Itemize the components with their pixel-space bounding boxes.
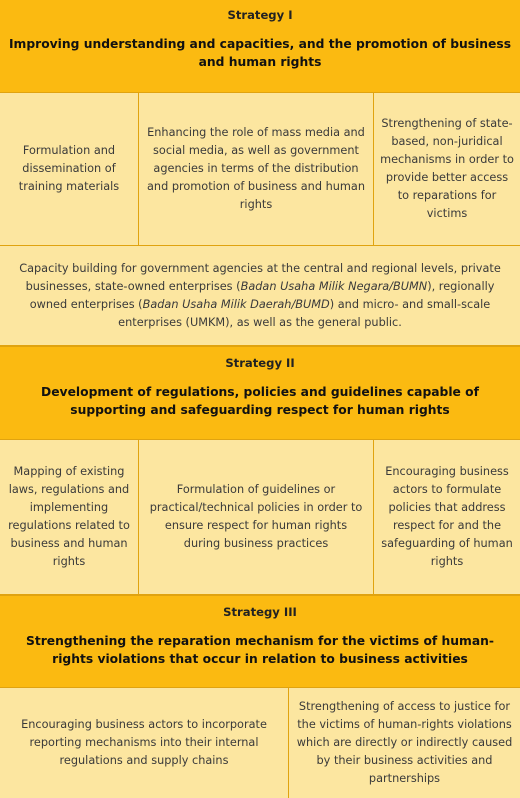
strategy-3-cell-2: Strengthening of access to justice for the victims of human-rights violations which are directly or indirectly caused by their business activities and partnerships xyxy=(289,688,520,798)
strategy-3-title: Strengthening the reparation mechanism for the victims of human-rights violations that occur in relation to business activities xyxy=(25,634,495,666)
strategy-2-label: Strategy II xyxy=(225,356,295,370)
strategy-1-wide-text xyxy=(10,260,510,332)
strategy-3-row xyxy=(0,688,520,798)
strategy-1-title: Improving understanding and capacities, and the promotion of business and human rights xyxy=(8,37,512,69)
strategy-2-cell-1: Mapping of existing laws, regulations and implementing regulations related to business and human rights xyxy=(0,440,139,595)
strategy-2-row xyxy=(0,440,520,595)
strategy-2-cell-2: Formulation of guidelines or practical/technical policies in order to ensure respect for human rights during business practices xyxy=(139,440,374,595)
strategy-3-cell-1: Encouraging business actors to incorporate reporting mechanisms into their internal regulations and supply chains xyxy=(0,688,289,798)
strategy-1-header xyxy=(0,0,520,93)
strategy-2-cell-3: Encouraging business actors to formulate policies that address respect for and the safeguarding of human rights xyxy=(374,440,520,595)
strategy-1-cell-1: Formulation and dissemination of training materials xyxy=(0,93,139,246)
wide-text-italic-1: Badan Usaha Milik Negara/BUMN xyxy=(240,279,428,293)
strategy-2-header xyxy=(0,346,520,440)
strategy-1-cell-3: Strengthening of state-based, non-juridical mechanisms in order to provide better access to reparations for victims xyxy=(374,93,520,246)
strategy-3-label: Strategy III xyxy=(223,605,297,619)
strategy-1-cell-2: Enhancing the role of mass media and social media, as well as government agencies in terms of the distribution and promotion of business and human rights xyxy=(139,93,374,246)
wide-text-part-2: ), regionally owned enterprises ( xyxy=(29,279,495,311)
strategy-3-header xyxy=(0,595,520,688)
strategy-1-wide-cell xyxy=(0,246,520,346)
wide-text-italic-2: Badan Usaha Milik Daerah/BUMD xyxy=(142,297,330,311)
wide-text-part-1: Capacity building for government agencies at the central and regional levels, private businesses, state-owned enterprises ( xyxy=(19,261,501,293)
strategy-1-label: Strategy I xyxy=(227,8,293,22)
wide-text-part-3: ) and micro- and small-scale enterprises (UMKM), as well as the general public. xyxy=(118,297,491,329)
strategy-1-row xyxy=(0,93,520,246)
strategy-2-title: Development of regulations, policies and guidelines capable of supporting and safeguarding respect for human rights xyxy=(41,385,479,417)
